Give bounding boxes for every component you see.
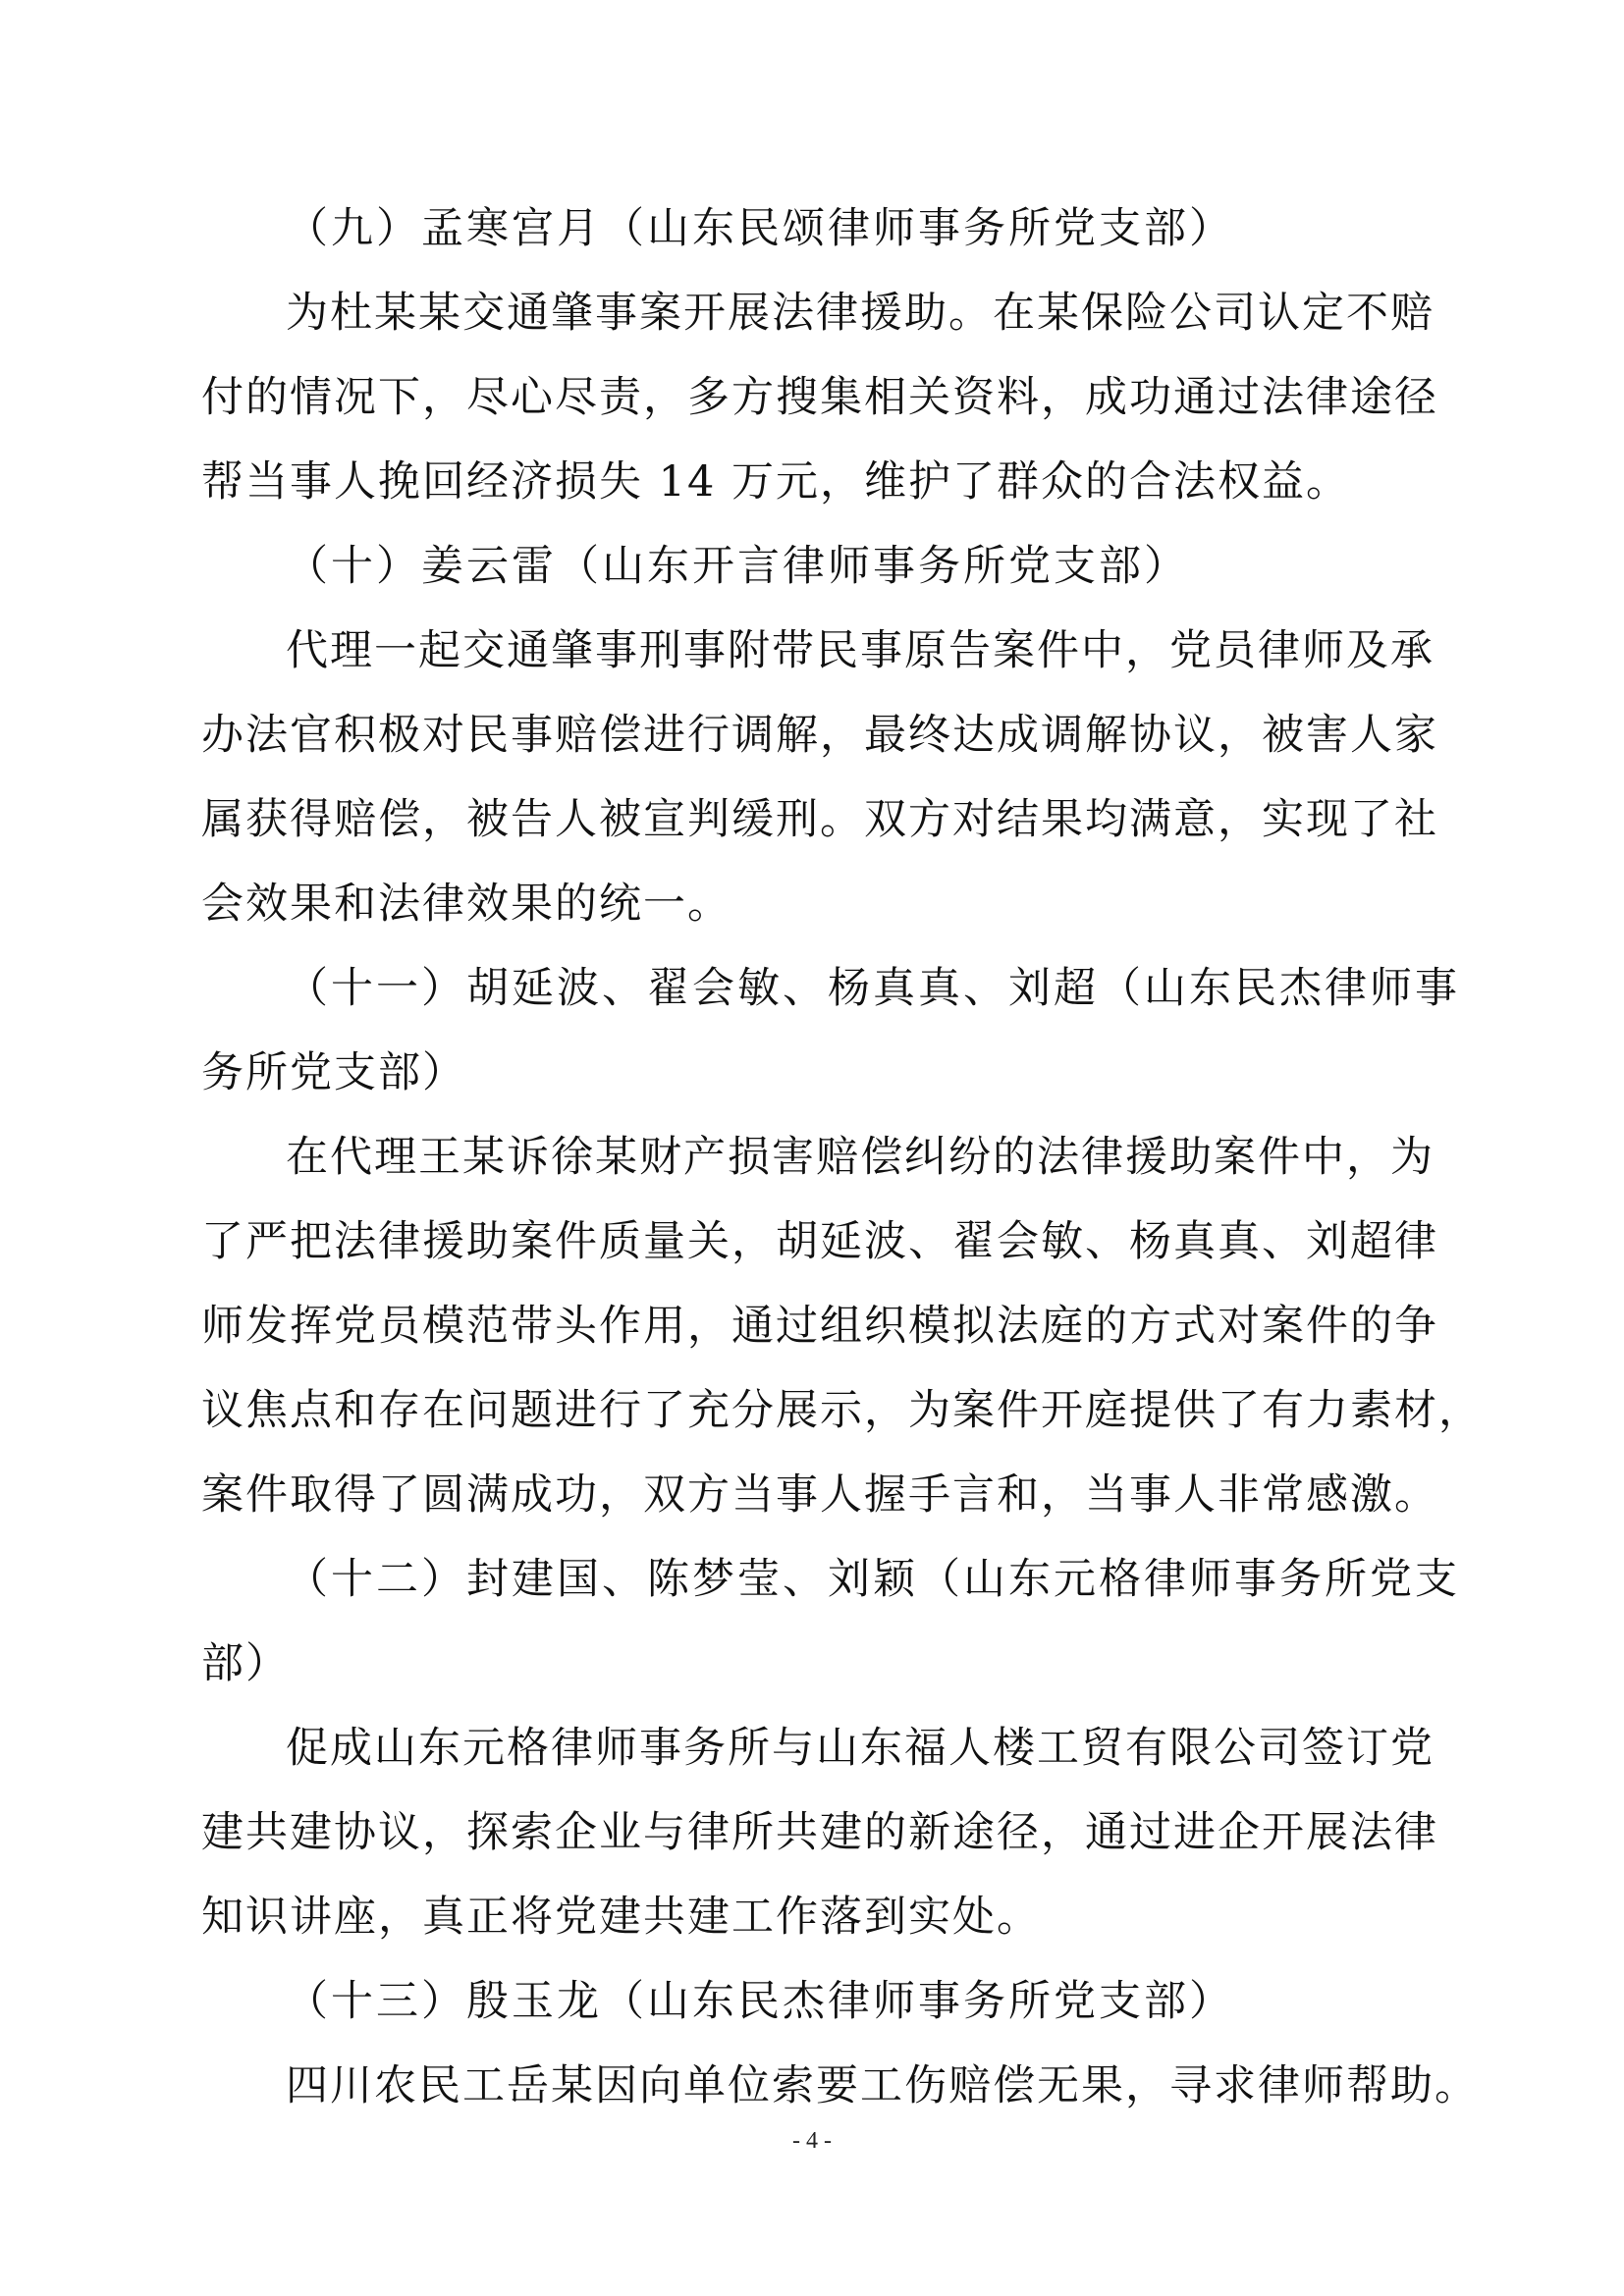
paragraph-line: 建共建协议，探索企业与律所共建的新途径，通过进企开展法律 (201, 1808, 1438, 1857)
paragraph-line: 代理一起交通肇事刑事附带民事原告案件中，党员律师及承 (286, 626, 1435, 675)
page-number: - 4 - (792, 2128, 832, 2154)
paragraph-line: 付的情况下，尽心尽责，多方搜集相关资料，成功通过法律途径 (201, 373, 1438, 422)
paragraph-line: 了严把法律援助案件质量关，胡延波、翟会敏、杨真真、刘超律 (201, 1217, 1438, 1266)
paragraph-line: 帮当事人挽回经济损失 14 万元，维护了群众的合法权益。 (201, 457, 1351, 507)
paragraph-line: 四川农民工岳某因向单位索要工伤赔偿无果，寻求律师帮助。 (286, 2061, 1479, 2110)
section-heading-11: （十一）胡延波、翟会敏、杨真真、刘超（山东民杰律师事 (286, 964, 1460, 1013)
paragraph-line: 在代理王某诉徐某财产损害赔偿纠纷的法律援助案件中，为 (286, 1133, 1435, 1182)
paragraph-line: 属获得赔偿，被告人被宣判缓刑。双方对结果均满意，实现了社 (201, 795, 1438, 844)
section-heading-12-continued: 部） (201, 1639, 290, 1688)
paragraph-line: 议焦点和存在问题进行了充分展示，为案件开庭提供了有力素材， (201, 1386, 1483, 1435)
paragraph-line: 办法官积极对民事赔偿进行调解，最终达成调解协议，被害人家 (201, 711, 1438, 760)
section-heading-10: （十）姜云雷（山东开言律师事务所党支部） (286, 542, 1189, 591)
paragraph-line: 为杜某某交通肇事案开展法律援助。在某保险公司认定不赔 (286, 289, 1435, 338)
section-heading-12: （十二）封建国、陈梦莹、刘颖（山东元格律师事务所党支 (286, 1555, 1460, 1604)
paragraph-line: 会效果和法律效果的统一。 (201, 880, 731, 929)
section-heading-11-continued: 务所党支部） (201, 1048, 466, 1097)
paragraph-line: 师发挥党员模范带头作用，通过组织模拟法庭的方式对案件的争 (201, 1302, 1438, 1351)
paragraph-line: 案件取得了圆满成功，双方当事人握手言和，当事人非常感激。 (201, 1470, 1438, 1520)
paragraph-line: 知识讲座，真正将党建共建工作落到实处。 (201, 1893, 1041, 1942)
section-heading-9: （九）孟寒宫月（山东民颂律师事务所党支部） (286, 204, 1234, 253)
section-heading-13: （十三）殷玉龙（山东民杰律师事务所党支部） (286, 1977, 1234, 2026)
paragraph-line: 促成山东元格律师事务所与山东福人楼工贸有限公司签订党 (286, 1724, 1435, 1773)
